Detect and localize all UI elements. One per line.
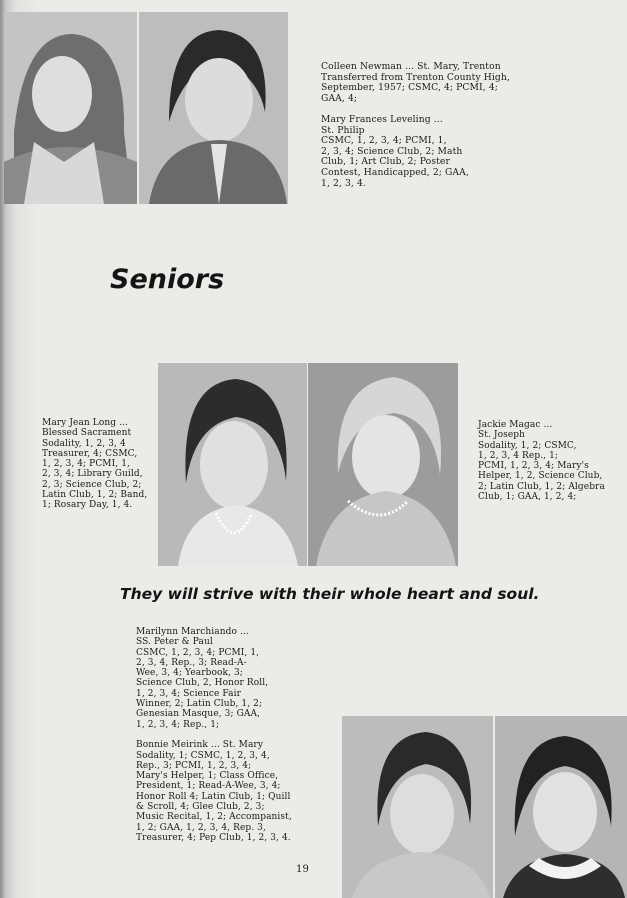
page-number: 19 (296, 864, 309, 875)
blurb-long: Mary Jean Long ... Blessed Sacrament Sodality, 1, 2, 3, 4 Treasurer, 4; CSMC, 1, 2, 3, 4; PCMI, 1, 2, 3, 4; Library Guild, 2, 3; Science Club, 2; Latin Club, 1, 2; Band, 1; Rosary Day, 1, 4. (42, 418, 148, 511)
portrait-photo-long (158, 363, 307, 566)
blurb-magac: Jackie Magac ... St. Joseph Sodality, 1, 2; CSMC, 1, 2, 3, 4 Rep., 1; PCMI, 1, 2, 3, 4; Mary's Helper, 1, 2, Science Club, 2; Latin Club, 1, 2; Algebra Club, 1; GAA, 1, 2, 4; (478, 420, 605, 503)
section-title: Seniors (110, 264, 225, 295)
motto: They will strive with their whole heart and soul. (120, 585, 540, 603)
portrait-photo-magac (308, 363, 458, 566)
portrait-photo-leveling (139, 12, 288, 204)
portrait-photo-newman (4, 12, 137, 204)
portrait-photo-marchiando (342, 716, 493, 898)
blurb-marchiando-meirink: Marilynn Marchiando ... SS. Peter & Paul CSMC, 1, 2, 3, 4; PCMI, 1, 2, 3, 4, Rep., 3; Read-A- Wee, 3, 4; Yearbook, 3; Science Club, 2, Honor Roll, 1, 2, 3, 4; Science Fair Winner, 2; Latin Club, 1, 2; Genesian Masque, 3; GAA, 1, 2, 3, 4; Rep., 1; Bonnie Meirink ... St. Mary Sodality, 1; CSMC, 1, 2, 3, 4, Rep., 3; PCMI, 1, 2, 3, 4; Mary's Helper, 1; Class Office, President, 1; Read-A-Wee, 3, 4; Honor Roll 4; Latin Club, 1; Quill & Scroll, 4; Glee Club, 2, 3; Music Recital, 1, 2; Accompanist, 1, 2; GAA, 1, 2, 3, 4, Rep. 3, Treasurer, 4; Pep Club, 1, 2, 3, 4. (136, 627, 292, 843)
portrait-photo-meirink (495, 716, 627, 898)
blurb-newman-leveling: Colleen Newman ... St. Mary, Trenton Transferred from Trenton County High, September, 1957; CSMC, 4; PCMI, 4; GAA, 4; Mary Frances Leveling ... St. Philip CSMC, 1, 2, 3, 4; PCMI, 1, 2, 3, 4; Science Club, 2; Math Club, 1; Art Club, 2; Poster Contest, Handicapped, 2; GAA, 1, 2, 3, 4. (321, 61, 510, 189)
